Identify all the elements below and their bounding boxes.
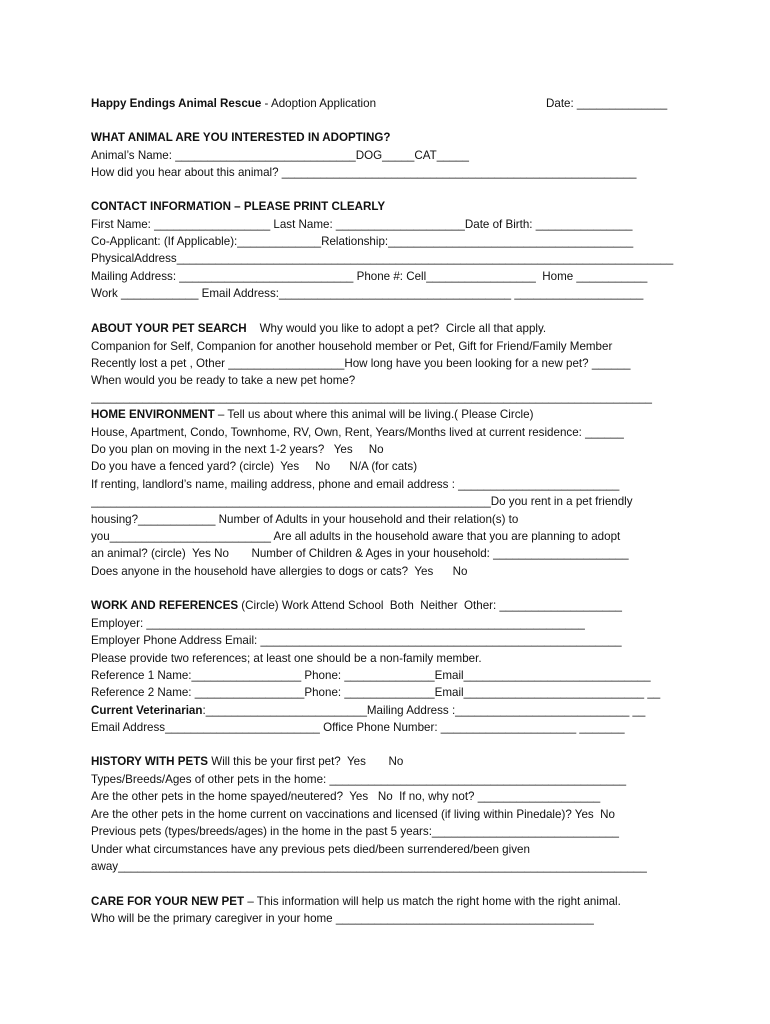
ready-answer-field[interactable]: _______________________________________________________________________________________ (91, 391, 652, 404)
previous-pets-field[interactable]: Previous pets (types/breeds/ages) in the home in the past 5 years:_____________________________ (91, 825, 619, 838)
org-name: Happy Endings Animal Rescue (91, 97, 262, 110)
allergies-question[interactable]: Does anyone in the household have allergies to dogs or cats? Yes No (91, 565, 468, 578)
employer-contact-field[interactable]: Employer Phone Address Email: ________________________________________________________ (91, 634, 622, 647)
vaccinations-question[interactable]: Are the other pets in the home current on vaccinations and licensed (if living within Pinedale)? Yes No (91, 808, 615, 821)
given-away-field[interactable]: away__________________________________________________________________________________ (91, 860, 647, 873)
adults-aware-question[interactable]: you_________________________ Are all adults in the household aware that you are planning to adopt (91, 530, 621, 543)
section-heading-care: CARE FOR YOUR NEW PET – This information will help us match the right home with the right animal. (91, 895, 621, 908)
co-applicant-field[interactable]: Co-Applicant: (If Applicable):_____________Relationship:______________________________________ (91, 235, 634, 248)
section-heading-work: WORK AND REFERENCES (Circle) Work Attend School Both Neither Other: ___________________ (91, 599, 622, 612)
fenced-yard-question[interactable]: Do you have a fenced yard? (circle) Yes No N/A (for cats) (91, 460, 418, 473)
search-reasons-other[interactable]: Recently lost a pet , Other __________________How long have you been looking for a new pet? ______ (91, 357, 631, 370)
adults-question[interactable]: housing?____________ Number of Adults in your household and their relation(s) to (91, 513, 519, 526)
section-heading-search: ABOUT YOUR PET SEARCH Why would you like to adopt a pet? Circle all that apply. (91, 322, 547, 335)
search-reasons[interactable]: Companion for Self, Companion for another household member or Pet, Gift for Friend/Family Member (91, 340, 613, 353)
section-heading-home: HOME ENVIRONMENT – Tell us about where this animal will be living.( Please Circle) (91, 408, 534, 421)
references-instruction: Please provide two references; at least one should be a non-family member. (91, 652, 482, 665)
employer-field[interactable]: Employer: ____________________________________________________________________ (91, 617, 585, 630)
animal-name-field[interactable]: Animal’s Name: ____________________________DOG_____CAT_____ (91, 149, 469, 162)
spayed-question[interactable]: Are the other pets in the home spayed/neutered? Yes No If no, why not? ___________________ (91, 790, 601, 803)
other-pets-field[interactable]: Types/Breeds/Ages of other pets in the home: ______________________________________________ (91, 773, 627, 786)
children-question[interactable]: an animal? (circle) Yes No Number of Children & Ages in your household: _____________________ (91, 547, 629, 560)
work-email-field[interactable]: Work ____________ Email Address:____________________________________ ____________________ (91, 287, 644, 300)
section-heading-contact: CONTACT INFORMATION – PLEASE PRINT CLEARLY (91, 200, 386, 213)
section-heading-history: HISTORY WITH PETS Will this be your first pet? Yes No (91, 755, 404, 768)
circumstances-question: Under what circumstances have any previous pets died/been surrendered/been given (91, 843, 530, 856)
ready-question: When would you be ready to take a new pet home? (91, 374, 356, 387)
residence-type-field[interactable]: House, Apartment, Condo, Townhome, RV, Own, Rent, Years/Months lived at current residence: ______ (91, 426, 624, 439)
heard-about-field[interactable]: How did you hear about this animal? _______________________________________________________ (91, 166, 637, 179)
section-heading-interest: WHAT ANIMAL ARE YOU INTERESTED IN ADOPTING? (91, 131, 391, 144)
vet-email-phone-field[interactable]: Email Address________________________ Office Phone Number: _____________________ _______ (91, 721, 625, 734)
pet-friendly-question[interactable]: ______________________________________________________________Do you rent in a pet friendly (91, 495, 633, 508)
moving-question[interactable]: Do you plan on moving in the next 1-2 years? Yes No (91, 443, 384, 456)
mailing-address-field[interactable]: Mailing Address: ___________________________ Phone #: Cell_________________ Home ___________ (91, 270, 648, 283)
veterinarian-field[interactable]: Current Veterinarian:_________________________Mailing Address :___________________________ __ (91, 704, 646, 717)
physical-address-field[interactable]: PhysicalAddress_____________________________________________________________________________ (91, 252, 674, 265)
reference-2-field[interactable]: Reference 2 Name: _________________Phone: ______________Email____________________________ __ (91, 686, 661, 699)
form-subtitle: - Adoption Application (261, 97, 377, 110)
date-field[interactable]: Date: ______________ (546, 97, 668, 110)
landlord-field[interactable]: If renting, landlord’s name, mailing address, phone and email address : _________________________ (91, 478, 620, 491)
reference-1-field[interactable]: Reference 1 Name:_________________ Phone: ______________Email_____________________________ (91, 669, 651, 682)
caregiver-field[interactable]: Who will be the primary caregiver in your home ________________________________________ (91, 912, 594, 925)
name-fields[interactable]: First Name: __________________ Last Name: ____________________Date of Birth: _______________ (91, 218, 633, 231)
